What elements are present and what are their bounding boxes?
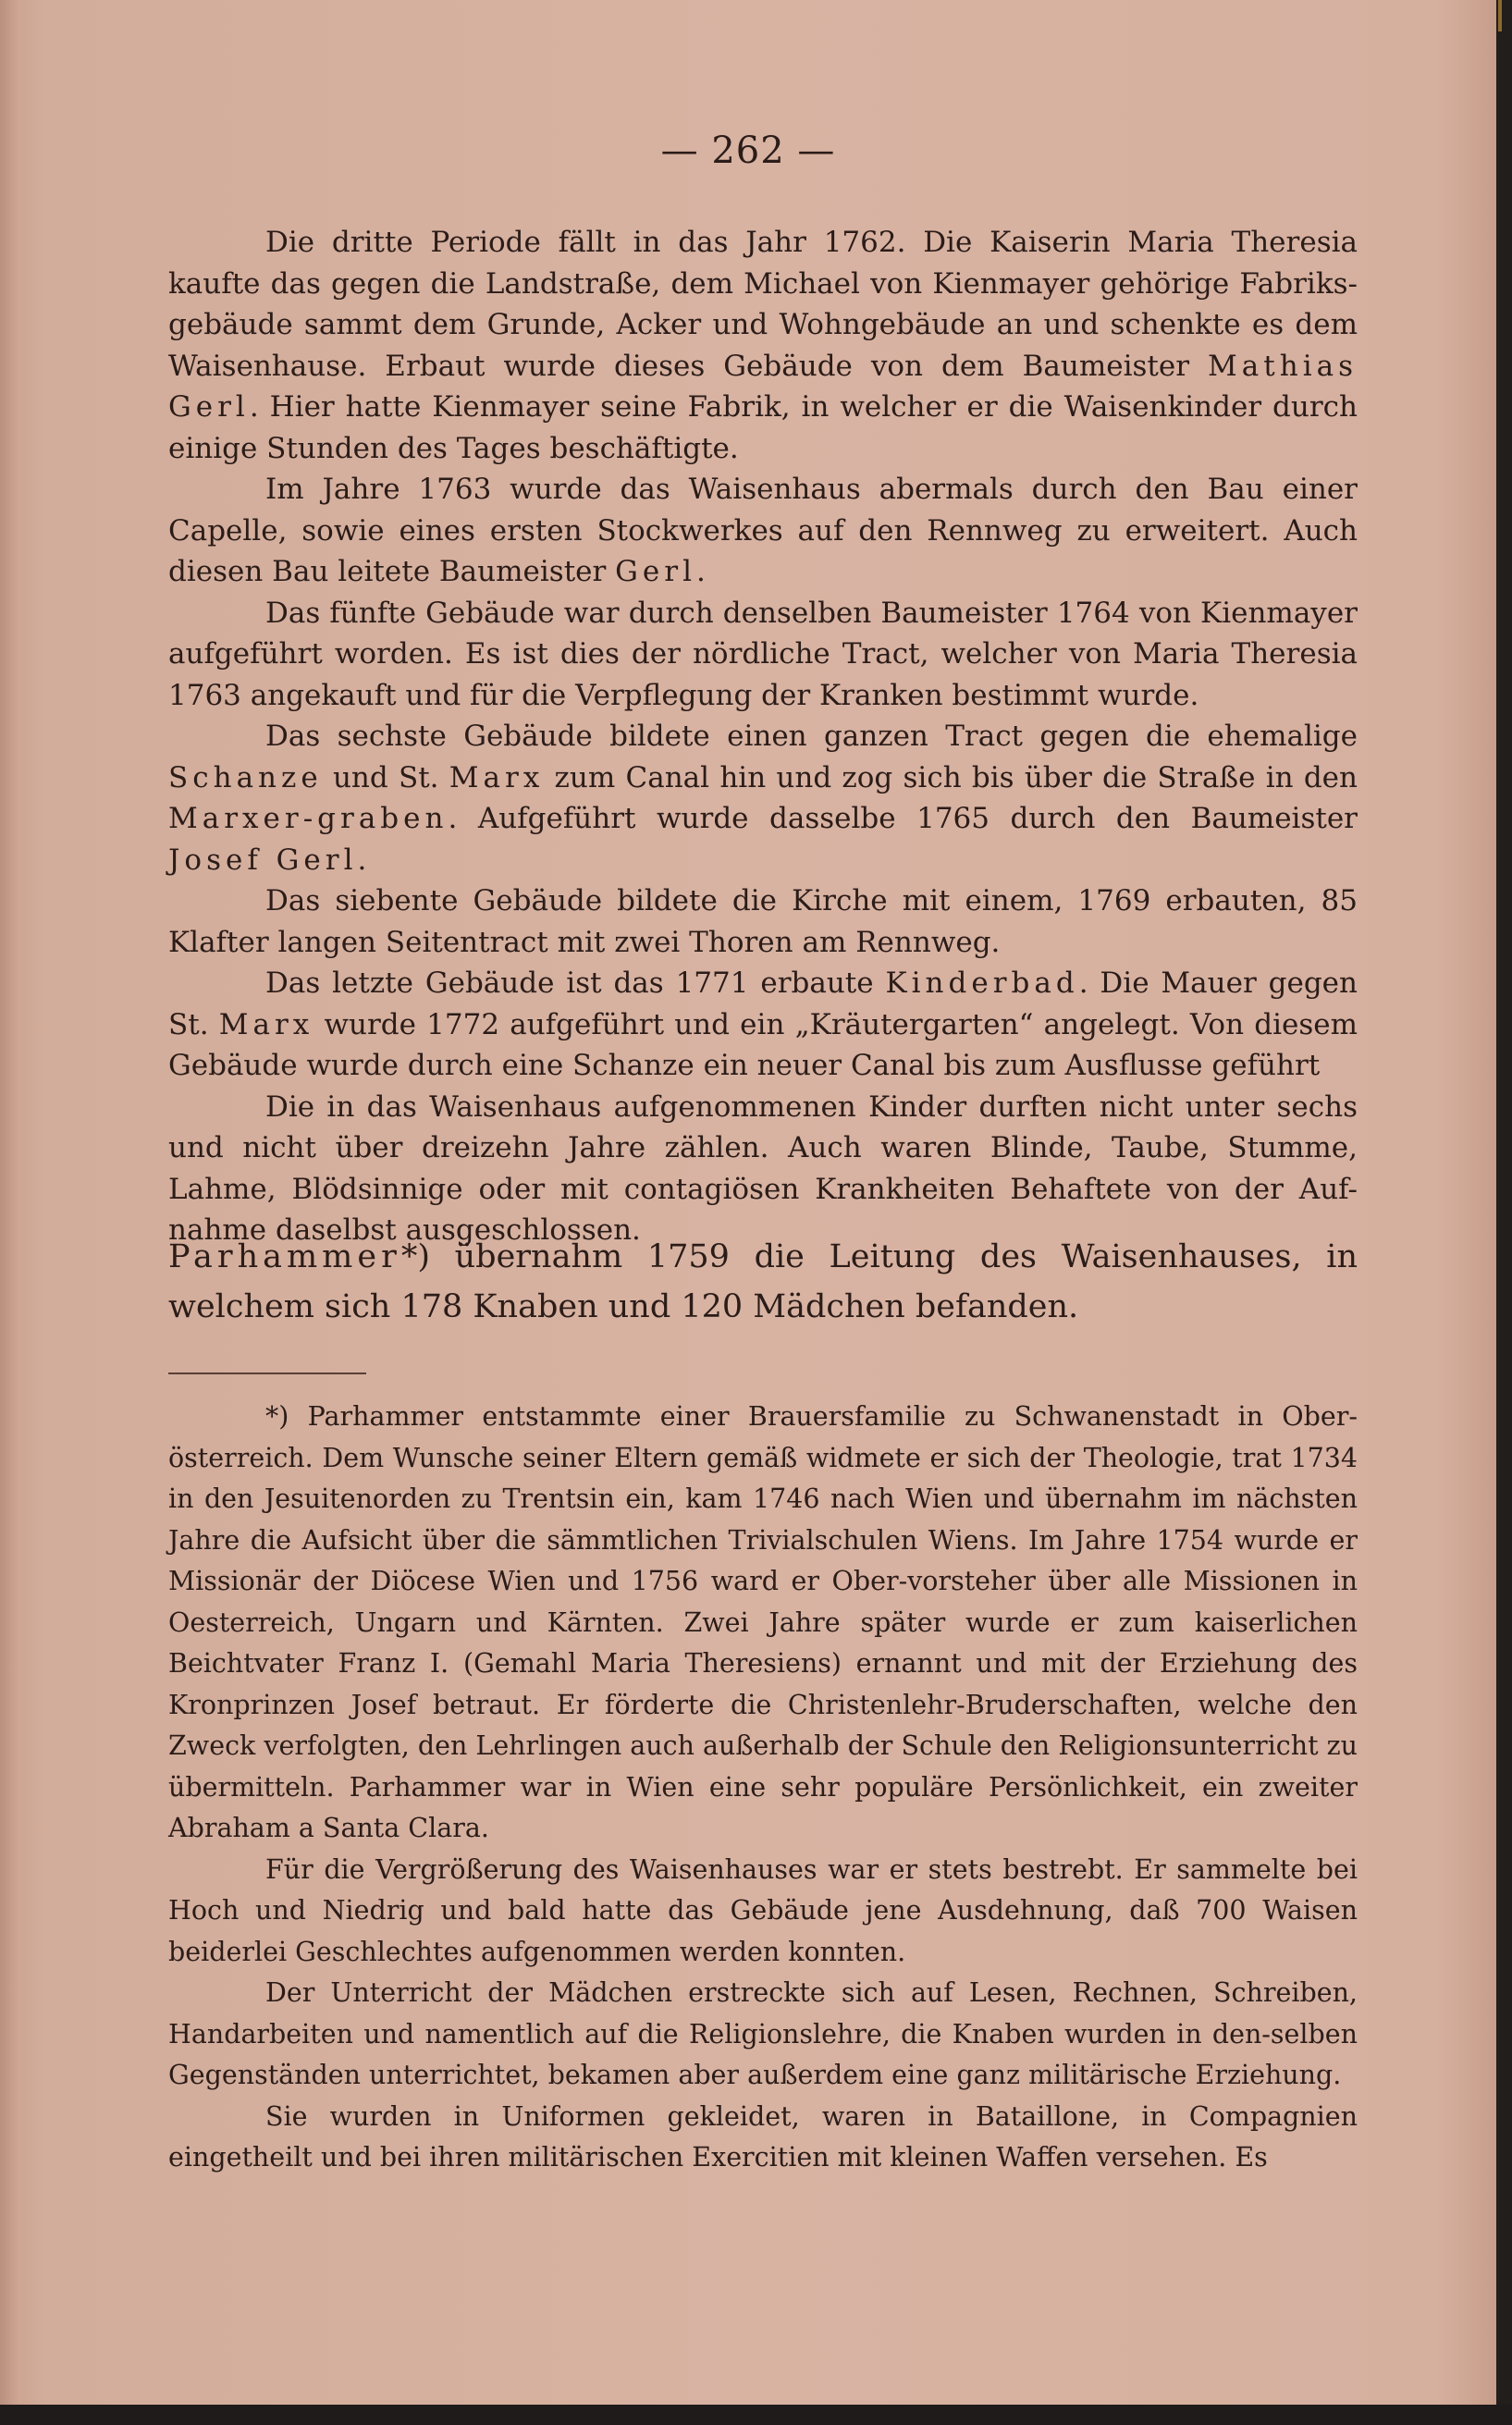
page-gutter <box>0 0 31 2405</box>
footnote-paragraph-4: Sie wurden in Uniformen gekleidet, waren in Bataillone, in Compagnien eingetheilt und bei ihren militärischen Exercitien mit kleinen Waffen versehen. Es <box>168 2100 1358 2173</box>
footnote-paragraph-1: *) Parhammer entstammte einer Brauersfamilie zu Schwanenstadt in Ober-österreich. Dem Wunsche seiner Eltern gemäß widmete er sich der Theologie, trat 1734 in den Jesuitenorden zu Trentsin ein, kam 1746 nach Wien und übernahm im nächsten Jahre die Aufsicht über die sämmtlichen Trivialschulen Wiens. Im Jahre 1754 wurde er Missionär der Diöcese Wien und 1756 ward er Ober-vorsteher über alle Missionen in Oesterreich, Ungarn und Kärnten. Zwei Jahre später wurde er zum kaiserlichen Beichtvater Franz I. (Gemahl Maria Theresiens) ernannt und mit der Erziehung des Kronprinzen Josef betraut. Er förderte die Christenlehr-Bruderschaften, welche den Zweck verfolgten, den Lehrlingen auch außerhalb der Schule den Religionsunterricht zu übermitteln. Parhammer war in Wien eine sehr populäre Persönlichkeit, ein zweiter Abraham a Santa Clara. <box>168 1401 1358 1843</box>
paragraph-4 <box>168 716 1358 880</box>
text-run: . <box>357 843 367 877</box>
spaced-name: Kinderbad <box>885 966 1079 1000</box>
text-run: . Hier hatte Kienmayer seine Fabrik, in welcher er die Waisenkinder durch einige Stunden des Tages beschäftigte. <box>168 390 1358 465</box>
footnote-divider <box>168 1373 366 1374</box>
spaced-name: Gerl <box>615 555 697 588</box>
footnote-paragraph-2: Für die Vergrößerung des Waisenhauses war er stets bestrebt. Er sammelte bei Hoch und Niedrig und bald hatte das Gebäude jene Ausdehnung, daß 700 Waisen beiderlei Geschlechtes aufgenommen werden konnten. <box>168 1853 1358 1967</box>
spaced-name: Marxer-graben <box>168 802 449 835</box>
spaced-name: Marx <box>449 760 545 794</box>
spaced-name: Schanze <box>168 760 323 794</box>
footnote-paragraph-3: Der Unterricht der Mädchen erstreckte sich auf Lesen, Rechnen, Schreiben, Handarbeiten und namentlich auf die Religionslehre, die Knaben wurden in den-selben Gegenständen unterrichtet, bekamen aber außerdem eine ganz militärische Erziehung. <box>168 1977 1358 2090</box>
text-run: zum Canal hin und zog sich bis über die Straße in den <box>544 760 1358 794</box>
text-run: . Die Mauer gegen St. <box>168 966 1358 1041</box>
page-bottom-edge <box>0 2405 1512 2425</box>
spaced-name: Parhammer <box>168 1238 401 1275</box>
text-run: . Aufgeführt wurde dasselbe 1765 durch den Baumeister <box>448 802 1358 835</box>
spaced-name: Josef Gerl <box>168 843 358 877</box>
book-spine <box>1496 0 1512 2425</box>
text-run: Die dritte Periode fällt in das Jahr 1762. Die Kaiserin Maria Theresia kaufte das gegen die Landstraße, dem Michael von Kienmayer gehörige Fabriks-gebäude sammt dem Grunde, Acker und Wohngebäude an und schenkte es dem Waisenhause. Erbaut wurde dieses Gebäude von dem Baumeister <box>168 226 1358 383</box>
text-run: Im Jahre 1763 wurde das Waisenhaus abermals durch den Bau einer Capelle, sowie eines ersten Stockwerkes auf den Rennweg zu erweitert. Auch diesen Bau leitete Baumeister <box>168 473 1358 588</box>
text-run: *) übernahm 1759 die Leitung des Waisenhauses, in welchem sich 178 Knaben und 120 Mädchen befanden. <box>168 1238 1358 1325</box>
text-run: und St. <box>322 760 449 794</box>
paragraph-1 <box>168 222 1358 469</box>
main-text <box>168 222 1358 1251</box>
paragraph-3: Das fünfte Gebäude war durch denselben Baumeister 1764 von Kienmayer aufgeführt worden. Es ist dies der nördliche Tract, welcher von Maria Theresia 1763 angekauft und für die Verpflegung der Kranken bestimmt wurde. <box>168 596 1358 712</box>
emphasis-paragraph <box>168 1232 1358 1332</box>
paragraph-7: Die in das Waisenhaus aufgenommenen Kinder durften nicht unter sechs und nicht über dreizehn Jahre zählen. Auch waren Blinde, Taube, Stumme, Lahme, Blödsinnige oder mit contagiösen Krankheiten Behaftete von der Auf-nahme daselbst ausgeschlossen. <box>168 1089 1358 1247</box>
text-run: Das sechste Gebäude bildete einen ganzen Tract gegen die ehemalige <box>265 720 1358 753</box>
spaced-name: Marx <box>218 1007 314 1041</box>
page-number: — 262 — <box>660 129 836 172</box>
text-run: wurde 1772 aufgeführt und ein „Kräutergarten“ angelegt. Von diesem Gebäude wurde durch eine Schanze ein neuer Canal bis zum Ausflusse geführt <box>168 1007 1358 1082</box>
spine-gilding <box>1498 0 1502 31</box>
text-run: Das letzte Gebäude ist das 1771 erbaute <box>265 966 886 1000</box>
emphasis-line <box>168 1232 1358 1332</box>
spaced-name: Mathias Gerl <box>168 349 1358 424</box>
footnote-text <box>168 1397 1358 2179</box>
paragraph-6 <box>168 963 1358 1087</box>
paragraph-2 <box>168 469 1358 593</box>
paragraph-5: Das siebente Gebäude bildete die Kirche mit einem, 1769 erbauten, 85 Klafter langen Seitentract mit zwei Thoren am Rennweg. <box>168 884 1358 959</box>
text-run: . <box>696 555 706 588</box>
